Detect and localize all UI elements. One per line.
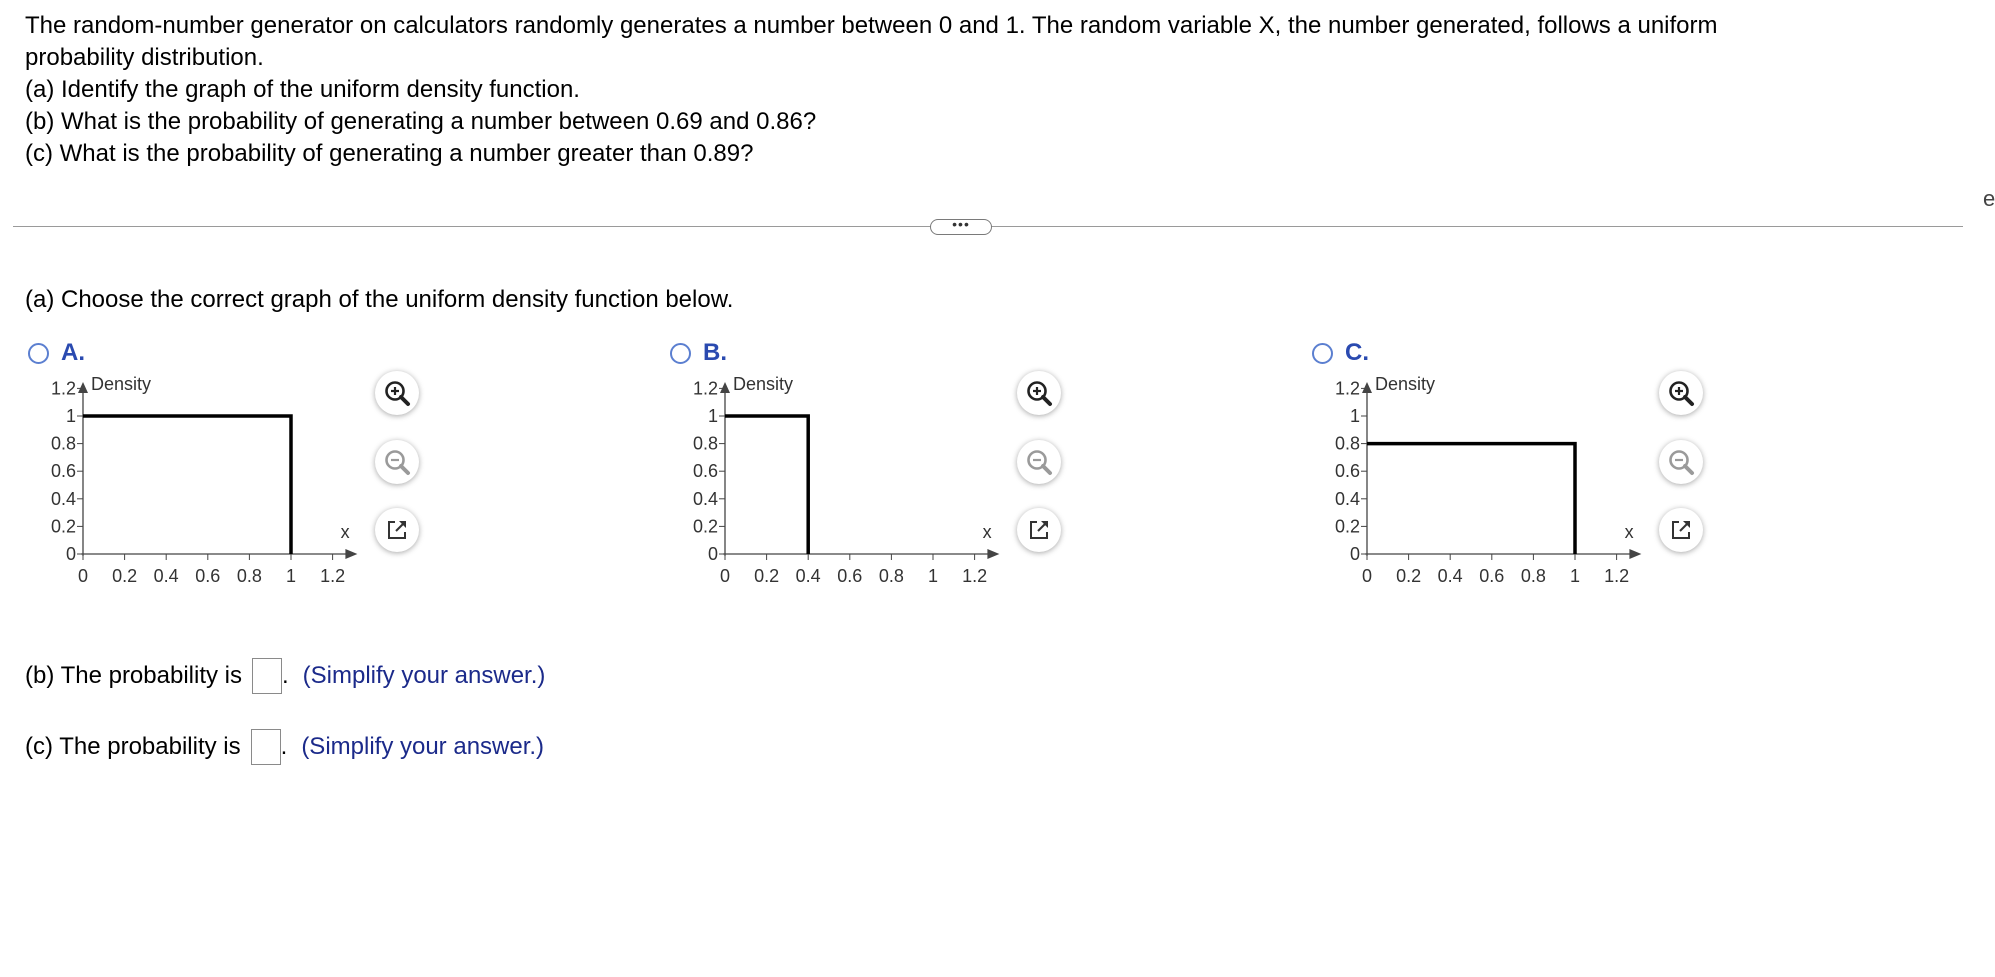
edge-glyph: e xyxy=(1983,186,1995,211)
part-c-line xyxy=(25,729,544,765)
expand-button[interactable]: ••• xyxy=(930,219,992,235)
y-tick-label: 1 xyxy=(1349,406,1360,426)
x-axis-arrow xyxy=(1629,549,1641,559)
x-tick-label: 0 xyxy=(77,566,89,586)
y-tick-label: 0.2 xyxy=(50,516,76,537)
part-b-label: (b) The probability is xyxy=(25,662,242,689)
option-letter: B. xyxy=(703,339,727,366)
y-tick-label: 0.8 xyxy=(50,433,76,454)
y-tick-label: 0 xyxy=(65,544,76,564)
y-tick-label: 0.2 xyxy=(692,516,718,537)
option-c xyxy=(1309,335,1909,635)
zoom-out-button[interactable] xyxy=(1017,440,1061,484)
y-tick-label: 0.2 xyxy=(1334,516,1360,537)
y-axis-label: Density xyxy=(733,374,794,394)
y-tick-label: 1 xyxy=(65,406,76,426)
part-b-period: . xyxy=(281,662,289,689)
x-tick-label: 0.6 xyxy=(195,566,221,586)
x-tick-label: 1 xyxy=(927,566,939,586)
x-tick-label: 0.2 xyxy=(112,566,138,586)
external-link-icon xyxy=(1667,516,1695,544)
y-axis-label: Density xyxy=(1375,374,1436,394)
zoom-in-icon xyxy=(1667,379,1695,407)
option-c-selector[interactable] xyxy=(1312,339,1369,367)
density-line xyxy=(83,416,291,554)
y-axis-label: Density xyxy=(91,374,152,394)
option-b xyxy=(667,335,1267,635)
y-tick-label: 0.4 xyxy=(50,488,76,509)
x-tick-label: 0 xyxy=(1361,566,1373,586)
y-tick-label: 0.8 xyxy=(692,433,718,454)
radio-button[interactable] xyxy=(670,343,691,364)
open-in-new-window-button[interactable] xyxy=(375,508,419,552)
external-link-icon xyxy=(383,516,411,544)
x-tick-label: 1.2 xyxy=(1604,566,1630,586)
zoom-out-icon xyxy=(383,448,411,476)
y-tick-label: 0 xyxy=(1349,544,1360,564)
y-tick-label: 1 xyxy=(707,406,718,426)
x-axis-arrow xyxy=(987,549,999,559)
x-tick-label: 0.2 xyxy=(754,566,780,586)
question-line: (c) What is the probability of generating a number greater than 0.89? xyxy=(25,140,754,167)
open-in-new-window-button[interactable] xyxy=(1659,508,1703,552)
density-chart xyxy=(25,374,370,586)
density-line xyxy=(725,416,808,554)
x-tick-label: 0.8 xyxy=(236,566,262,586)
x-tick-label: 0 xyxy=(719,566,731,586)
y-axis-arrow xyxy=(78,382,88,393)
radio-button[interactable] xyxy=(1312,343,1333,364)
y-tick-label: 0.8 xyxy=(1334,433,1360,454)
x-tick-label: 0.2 xyxy=(1396,566,1422,586)
y-tick-label: 0.6 xyxy=(692,461,718,482)
y-axis-arrow xyxy=(720,382,730,393)
open-in-new-window-button[interactable] xyxy=(1017,508,1061,552)
zoom-out-button[interactable] xyxy=(1659,440,1703,484)
question-line: The random-number generator on calculators randomly generates a number between 0 and 1. The random variable X, the number generated, follows a uniform xyxy=(25,12,1718,39)
part-c-label: (c) The probability is xyxy=(25,733,241,760)
option-letter: A. xyxy=(61,339,85,366)
question-text xyxy=(25,10,1945,170)
zoom-out-icon xyxy=(1667,448,1695,476)
option-a xyxy=(25,335,625,635)
y-axis-arrow xyxy=(1362,382,1372,393)
y-tick-label: 1.2 xyxy=(692,378,718,399)
question-line: probability distribution. xyxy=(25,44,264,71)
x-axis-label: x xyxy=(1624,522,1634,542)
zoom-in-button[interactable] xyxy=(375,371,419,415)
part-b-line xyxy=(25,658,545,694)
y-tick-label: 0.4 xyxy=(692,488,718,509)
x-tick-label: 0.6 xyxy=(1479,566,1505,586)
zoom-in-button[interactable] xyxy=(1659,371,1703,415)
zoom-out-button[interactable] xyxy=(375,440,419,484)
y-tick-label: 0.6 xyxy=(50,461,76,482)
x-tick-label: 0.4 xyxy=(1437,566,1463,586)
zoom-in-icon xyxy=(383,379,411,407)
y-tick-label: 1.2 xyxy=(1334,378,1360,399)
option-letter: C. xyxy=(1345,339,1369,366)
external-link-icon xyxy=(1025,516,1053,544)
x-tick-label: 0.8 xyxy=(878,566,904,586)
part-c-hint: (Simplify your answer.) xyxy=(301,733,545,760)
radio-button[interactable] xyxy=(28,343,49,364)
x-tick-label: 0.4 xyxy=(153,566,179,586)
part-b-hint: (Simplify your answer.) xyxy=(302,662,546,689)
x-tick-label: 1.2 xyxy=(320,566,346,586)
question-line: (b) What is the probability of generating a number between 0.69 and 0.86? xyxy=(25,108,817,135)
x-tick-label: 1 xyxy=(1569,566,1581,586)
x-axis-arrow xyxy=(345,549,357,559)
density-chart xyxy=(1309,374,1654,586)
y-tick-label: 0 xyxy=(707,544,718,564)
x-axis-label: x xyxy=(340,522,350,542)
part-c-answer-input[interactable] xyxy=(251,729,281,765)
option-b-selector[interactable] xyxy=(670,339,727,367)
zoom-in-button[interactable] xyxy=(1017,371,1061,415)
x-tick-label: 1.2 xyxy=(962,566,988,586)
x-tick-label: 0.8 xyxy=(1520,566,1546,586)
density-chart xyxy=(667,374,1012,586)
zoom-in-icon xyxy=(1025,379,1053,407)
x-tick-label: 0.6 xyxy=(837,566,863,586)
question-line: (a) Identify the graph of the uniform density function. xyxy=(25,76,580,103)
y-tick-label: 1.2 xyxy=(50,378,76,399)
x-tick-label: 1 xyxy=(285,566,297,586)
part-a-prompt: (a) Choose the correct graph of the uniform density function below. xyxy=(25,286,734,313)
zoom-out-icon xyxy=(1025,448,1053,476)
part-b-answer-input[interactable] xyxy=(252,658,282,694)
option-a-selector[interactable] xyxy=(28,339,85,367)
x-axis-label: x xyxy=(982,522,992,542)
y-tick-label: 0.4 xyxy=(1334,488,1360,509)
part-c-period: . xyxy=(280,733,288,760)
x-tick-label: 0.4 xyxy=(795,566,821,586)
y-tick-label: 0.6 xyxy=(1334,461,1360,482)
density-line xyxy=(1367,444,1575,554)
